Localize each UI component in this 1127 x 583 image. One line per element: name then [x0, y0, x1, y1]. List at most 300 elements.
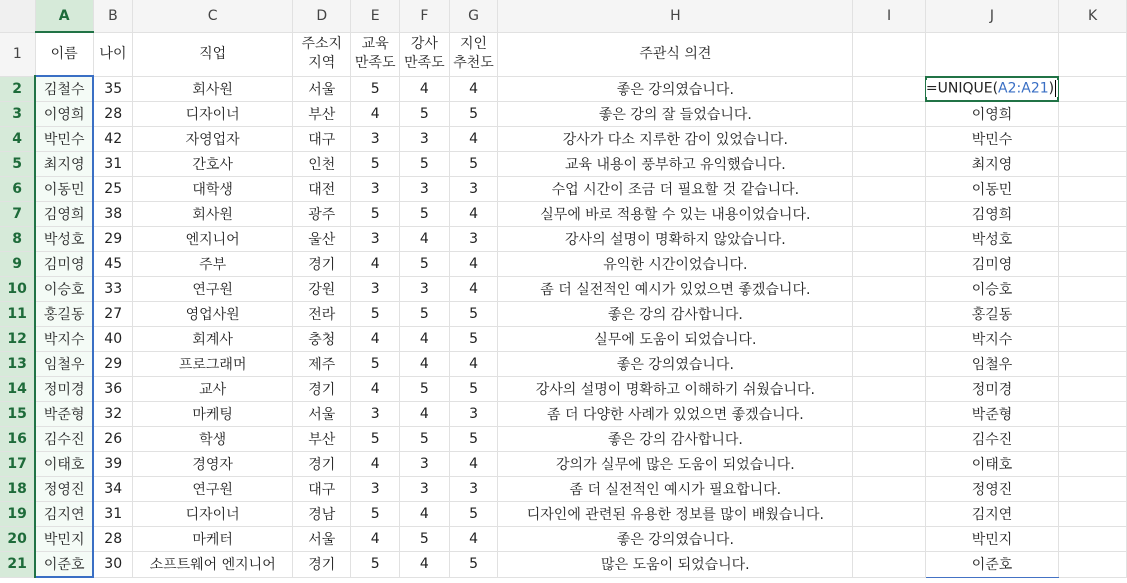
- cell-k[interactable]: [1059, 302, 1127, 327]
- cell-i[interactable]: [853, 452, 926, 477]
- header-instructor-cell-line2: 만족도: [404, 55, 445, 71]
- spill-result-cell[interactable]: 홍길동: [925, 302, 1058, 327]
- instructor-satisfaction-cell[interactable]: 3: [400, 277, 450, 302]
- table-row: [0, 327, 1127, 352]
- table-row: [0, 427, 1127, 452]
- cell-i[interactable]: [853, 177, 926, 202]
- table-row: [0, 402, 1127, 427]
- edu-satisfaction-cell[interactable]: 5: [351, 502, 400, 527]
- age-cell[interactable]: 38: [93, 202, 132, 227]
- name-cell[interactable]: 이준호: [35, 552, 93, 578]
- comment-cell[interactable]: 좀 더 실전적인 예시가 필요합니다.: [498, 477, 853, 502]
- cell-k[interactable]: [1059, 502, 1127, 527]
- cell-i[interactable]: [853, 252, 926, 277]
- comment-cell[interactable]: 좀 더 다양한 사례가 있었으면 좋겠습니다.: [498, 402, 853, 427]
- instructor-satisfaction-cell[interactable]: 4: [400, 402, 450, 427]
- comment-cell[interactable]: 좋은 강의였습니다.: [498, 76, 853, 102]
- comment-cell[interactable]: 교육 내용이 풍부하고 유익했습니다.: [498, 152, 853, 177]
- cell-i[interactable]: [853, 477, 926, 502]
- recommend-cell[interactable]: 4: [449, 277, 498, 302]
- column-header-row: [0, 0, 1127, 32]
- comment-cell[interactable]: 강사의 설명이 명확하고 이해하기 쉬웠습니다.: [498, 377, 853, 402]
- name-cell[interactable]: 이영희: [35, 102, 93, 127]
- formula-cell-j2[interactable]: [925, 76, 1058, 102]
- recommend-cell[interactable]: 4: [449, 352, 498, 377]
- job-cell[interactable]: 회계사: [133, 327, 293, 352]
- row-header[interactable]: 4: [0, 127, 35, 152]
- job-cell[interactable]: 대학생: [133, 177, 293, 202]
- region-cell[interactable]: 강원: [293, 277, 351, 302]
- formula-close-paren: ): [1048, 80, 1055, 97]
- header-edu-cell-line2: 만족도: [354, 55, 396, 71]
- age-cell[interactable]: 28: [93, 527, 132, 552]
- column-header-b[interactable]: B: [93, 0, 132, 32]
- name-cell[interactable]: 홍길동: [35, 302, 93, 327]
- cell-k[interactable]: [1059, 76, 1127, 102]
- age-cell[interactable]: 33: [93, 277, 132, 302]
- column-header-d[interactable]: D: [293, 0, 351, 32]
- recommend-cell[interactable]: 4: [449, 202, 498, 227]
- instructor-satisfaction-cell[interactable]: 5: [400, 102, 450, 127]
- table-row: [0, 202, 1127, 227]
- recommend-cell[interactable]: 5: [449, 377, 498, 402]
- cell-k[interactable]: [1059, 477, 1127, 502]
- spill-result-cell[interactable]: 정영진: [925, 477, 1058, 502]
- header-recommend-cell-line2: 추천도: [453, 55, 494, 71]
- recommend-cell[interactable]: 5: [449, 302, 498, 327]
- formula-function: =UNIQUE(: [925, 80, 999, 97]
- edu-satisfaction-cell[interactable]: 5: [351, 152, 400, 177]
- recommend-cell[interactable]: 5: [449, 427, 498, 452]
- formula-range-reference: A2:A21: [998, 80, 1049, 97]
- table-row: [0, 452, 1127, 477]
- age-cell[interactable]: 25: [93, 177, 132, 202]
- name-cell[interactable]: 박준형: [35, 402, 93, 427]
- name-cell[interactable]: 이태호: [35, 452, 93, 477]
- region-cell[interactable]: 충청: [293, 327, 351, 352]
- recommend-cell[interactable]: 5: [449, 502, 498, 527]
- cell-i[interactable]: [853, 377, 926, 402]
- edu-satisfaction-cell[interactable]: 5: [351, 202, 400, 227]
- table-row: [0, 76, 1127, 102]
- edu-satisfaction-cell[interactable]: 3: [351, 277, 400, 302]
- name-cell[interactable]: 김철수: [35, 76, 93, 102]
- cell-k[interactable]: [1059, 377, 1127, 402]
- header-edu-cell-line1: 교육: [361, 36, 389, 52]
- region-cell[interactable]: 대구: [293, 477, 351, 502]
- row-header[interactable]: 12: [0, 327, 35, 352]
- instructor-satisfaction-cell[interactable]: 5: [400, 252, 450, 277]
- job-cell[interactable]: 회사원: [133, 76, 293, 102]
- cell-k[interactable]: [1059, 177, 1127, 202]
- table-row: [0, 552, 1127, 578]
- cell-k[interactable]: [1059, 102, 1127, 127]
- recommend-cell[interactable]: 4: [449, 127, 498, 152]
- table-row: [0, 32, 1127, 76]
- cell-i1[interactable]: [853, 32, 926, 76]
- region-cell[interactable]: 경남: [293, 502, 351, 527]
- region-cell[interactable]: 경기: [293, 552, 351, 578]
- recommend-cell[interactable]: 3: [449, 227, 498, 252]
- instructor-satisfaction-cell[interactable]: 4: [400, 552, 450, 578]
- header-region-cell[interactable]: [293, 32, 351, 76]
- job-cell[interactable]: 마케터: [133, 527, 293, 552]
- column-header-k[interactable]: K: [1059, 0, 1127, 32]
- instructor-satisfaction-cell[interactable]: 5: [400, 377, 450, 402]
- recommend-cell[interactable]: 4: [449, 527, 498, 552]
- recommend-cell[interactable]: 4: [449, 76, 498, 102]
- recommend-cell[interactable]: 4: [449, 452, 498, 477]
- edu-satisfaction-cell[interactable]: 3: [351, 177, 400, 202]
- cell-k[interactable]: [1059, 327, 1127, 352]
- job-cell[interactable]: 간호사: [133, 152, 293, 177]
- instructor-satisfaction-cell[interactable]: 4: [400, 502, 450, 527]
- age-cell[interactable]: 29: [93, 352, 132, 377]
- cell-k[interactable]: [1059, 277, 1127, 302]
- spill-result-cell[interactable]: 김미영: [925, 252, 1058, 277]
- column-header-a[interactable]: A: [35, 0, 93, 32]
- age-cell[interactable]: 40: [93, 327, 132, 352]
- job-cell[interactable]: 엔지니어: [133, 227, 293, 252]
- instructor-satisfaction-cell[interactable]: 3: [400, 127, 450, 152]
- name-cell[interactable]: 박민수: [35, 127, 93, 152]
- cell-i[interactable]: [853, 527, 926, 552]
- column-header-i[interactable]: I: [853, 0, 926, 32]
- name-cell[interactable]: 박지수: [35, 327, 93, 352]
- comment-cell[interactable]: 좋은 강의 감사합니다.: [498, 302, 853, 327]
- spill-result-cell[interactable]: 임철우: [925, 352, 1058, 377]
- table-row: [0, 227, 1127, 252]
- header-job-cell-line1: 직업: [199, 45, 227, 62]
- comment-cell[interactable]: 좋은 강의였습니다.: [498, 352, 853, 377]
- cell-i[interactable]: [853, 302, 926, 327]
- comment-cell[interactable]: 많은 도움이 되었습니다.: [498, 552, 853, 578]
- cell-i[interactable]: [853, 352, 926, 377]
- edu-satisfaction-cell[interactable]: 5: [351, 302, 400, 327]
- age-cell[interactable]: 34: [93, 477, 132, 502]
- row-header[interactable]: 2: [0, 76, 35, 102]
- region-cell[interactable]: 제주: [293, 352, 351, 377]
- job-cell[interactable]: 디자이너: [133, 102, 293, 127]
- table-row: [0, 352, 1127, 377]
- header-instructor-cell[interactable]: [400, 32, 450, 76]
- age-cell[interactable]: 31: [93, 502, 132, 527]
- age-cell[interactable]: 35: [93, 76, 132, 102]
- comment-cell[interactable]: 강사가 다소 지루한 감이 있었습니다.: [498, 127, 853, 152]
- column-header-f[interactable]: F: [400, 0, 450, 32]
- edu-satisfaction-cell[interactable]: 4: [351, 327, 400, 352]
- spill-result-cell[interactable]: 박지수: [925, 327, 1058, 352]
- comment-cell[interactable]: 좋은 강의였습니다.: [498, 527, 853, 552]
- cell-i[interactable]: [853, 277, 926, 302]
- age-cell[interactable]: 32: [93, 402, 132, 427]
- instructor-satisfaction-cell[interactable]: 5: [400, 427, 450, 452]
- spill-result-cell[interactable]: 이영희: [925, 102, 1058, 127]
- job-cell[interactable]: 프로그래머: [133, 352, 293, 377]
- spill-result-cell[interactable]: 이준호: [925, 552, 1058, 578]
- job-cell[interactable]: 영업사원: [133, 302, 293, 327]
- region-cell[interactable]: 경기: [293, 377, 351, 402]
- recommend-cell[interactable]: 5: [449, 152, 498, 177]
- instructor-satisfaction-cell[interactable]: 3: [400, 177, 450, 202]
- edu-satisfaction-cell[interactable]: 3: [351, 402, 400, 427]
- age-cell[interactable]: 27: [93, 302, 132, 327]
- recommend-cell[interactable]: 5: [449, 552, 498, 578]
- name-cell[interactable]: 김지연: [35, 502, 93, 527]
- header-comment-cell[interactable]: [498, 32, 853, 76]
- column-header-g[interactable]: G: [449, 0, 498, 32]
- comment-cell[interactable]: 강의가 실무에 많은 도움이 되었습니다.: [498, 452, 853, 477]
- age-cell[interactable]: 26: [93, 427, 132, 452]
- recommend-cell[interactable]: 3: [449, 177, 498, 202]
- instructor-satisfaction-cell[interactable]: 4: [400, 352, 450, 377]
- comment-cell[interactable]: 실무에 도움이 되었습니다.: [498, 327, 853, 352]
- spill-result-cell[interactable]: 김지연: [925, 502, 1058, 527]
- row-header[interactable]: 6: [0, 177, 35, 202]
- job-cell[interactable]: 경영자: [133, 452, 293, 477]
- header-recommend-cell[interactable]: [449, 32, 498, 76]
- row-header[interactable]: 7: [0, 202, 35, 227]
- cell-i[interactable]: [853, 227, 926, 252]
- cell-k[interactable]: [1059, 252, 1127, 277]
- comment-cell[interactable]: 강사의 설명이 명확하지 않았습니다.: [498, 227, 853, 252]
- region-cell[interactable]: 서울: [293, 527, 351, 552]
- job-cell[interactable]: 학생: [133, 427, 293, 452]
- job-cell[interactable]: 연구원: [133, 477, 293, 502]
- comment-cell[interactable]: 좋은 강의 감사합니다.: [498, 427, 853, 452]
- name-cell[interactable]: 최지영: [35, 152, 93, 177]
- spill-result-cell[interactable]: 이동민: [925, 177, 1058, 202]
- edu-satisfaction-cell[interactable]: 5: [351, 427, 400, 452]
- edu-satisfaction-cell[interactable]: 3: [351, 127, 400, 152]
- age-cell[interactable]: 30: [93, 552, 132, 578]
- comment-cell[interactable]: 유익한 시간이었습니다.: [498, 252, 853, 277]
- row-header[interactable]: 19: [0, 502, 35, 527]
- cell-k[interactable]: [1059, 227, 1127, 252]
- cell-i[interactable]: [853, 502, 926, 527]
- region-cell[interactable]: 부산: [293, 427, 351, 452]
- column-header-e[interactable]: E: [351, 0, 400, 32]
- cell-k[interactable]: [1059, 352, 1127, 377]
- spill-result-cell[interactable]: 박민수: [925, 127, 1058, 152]
- header-edu-cell[interactable]: [351, 32, 400, 76]
- cell-i[interactable]: [853, 552, 926, 578]
- spill-result-cell[interactable]: 박민지: [925, 527, 1058, 552]
- region-cell[interactable]: 대전: [293, 177, 351, 202]
- row-header[interactable]: 21: [0, 552, 35, 578]
- age-cell[interactable]: 42: [93, 127, 132, 152]
- header-comment-cell-line1: 주관식 의견: [639, 45, 712, 62]
- region-cell[interactable]: 대구: [293, 127, 351, 152]
- row-header[interactable]: 11: [0, 302, 35, 327]
- edu-satisfaction-cell[interactable]: 4: [351, 452, 400, 477]
- region-cell[interactable]: 서울: [293, 76, 351, 102]
- cell-j1[interactable]: [925, 32, 1058, 76]
- recommend-cell[interactable]: 3: [449, 477, 498, 502]
- instructor-satisfaction-cell[interactable]: 5: [400, 202, 450, 227]
- spill-result-cell[interactable]: 정미경: [925, 377, 1058, 402]
- header-region-cell-line1: 주소지: [301, 36, 343, 52]
- spill-result-cell[interactable]: 박성호: [925, 227, 1058, 252]
- spill-result-cell[interactable]: 김수진: [925, 427, 1058, 452]
- cell-k[interactable]: [1059, 152, 1127, 177]
- table-row: [0, 302, 1127, 327]
- header-age-cell[interactable]: [93, 32, 132, 76]
- table-row: [0, 377, 1127, 402]
- spill-result-cell[interactable]: 박준형: [925, 402, 1058, 427]
- cell-k[interactable]: [1059, 202, 1127, 227]
- cell-k[interactable]: [1059, 452, 1127, 477]
- region-cell[interactable]: 광주: [293, 202, 351, 227]
- name-cell[interactable]: 정영진: [35, 477, 93, 502]
- region-cell[interactable]: 전라: [293, 302, 351, 327]
- age-cell[interactable]: 45: [93, 252, 132, 277]
- table-row: [0, 152, 1127, 177]
- job-cell[interactable]: 소프트웨어 엔지니어: [133, 552, 293, 578]
- row-header[interactable]: 8: [0, 227, 35, 252]
- instructor-satisfaction-cell[interactable]: 4: [400, 76, 450, 102]
- cell-k[interactable]: [1059, 552, 1127, 578]
- edu-satisfaction-cell[interactable]: 4: [351, 252, 400, 277]
- age-cell[interactable]: 36: [93, 377, 132, 402]
- spill-result-cell[interactable]: 이태호: [925, 452, 1058, 477]
- job-cell[interactable]: 연구원: [133, 277, 293, 302]
- table-row: [0, 177, 1127, 202]
- job-cell[interactable]: 회사원: [133, 202, 293, 227]
- row-header[interactable]: 16: [0, 427, 35, 452]
- instructor-satisfaction-cell[interactable]: 3: [400, 477, 450, 502]
- name-cell[interactable]: 이동민: [35, 177, 93, 202]
- text-caret: [1055, 80, 1056, 97]
- comment-cell[interactable]: 실무에 바로 적용할 수 있는 내용이었습니다.: [498, 202, 853, 227]
- job-cell[interactable]: 교사: [133, 377, 293, 402]
- header-recommend-cell-line1: 지인: [460, 36, 488, 52]
- age-cell[interactable]: 29: [93, 227, 132, 252]
- recommend-cell[interactable]: 5: [449, 327, 498, 352]
- edu-satisfaction-cell[interactable]: 5: [351, 76, 400, 102]
- comment-cell[interactable]: 좀 더 실전적인 예시가 있었으면 좋겠습니다.: [498, 277, 853, 302]
- cell-i[interactable]: [853, 102, 926, 127]
- edu-satisfaction-cell[interactable]: 5: [351, 352, 400, 377]
- job-cell[interactable]: 디자이너: [133, 502, 293, 527]
- cell-i[interactable]: [853, 327, 926, 352]
- edu-satisfaction-cell[interactable]: 3: [351, 227, 400, 252]
- table-row: [0, 277, 1127, 302]
- cell-i[interactable]: [853, 152, 926, 177]
- row-header[interactable]: 18: [0, 477, 35, 502]
- edu-satisfaction-cell[interactable]: 5: [351, 552, 400, 578]
- job-cell[interactable]: 자영업자: [133, 127, 293, 152]
- table-row: [0, 252, 1127, 277]
- cell-i[interactable]: [853, 76, 926, 102]
- name-cell[interactable]: 박성호: [35, 227, 93, 252]
- recommend-cell[interactable]: 3: [449, 402, 498, 427]
- row-header[interactable]: 17: [0, 452, 35, 477]
- row-header[interactable]: 14: [0, 377, 35, 402]
- column-header-c[interactable]: C: [133, 0, 293, 32]
- instructor-satisfaction-cell[interactable]: 5: [400, 152, 450, 177]
- region-cell[interactable]: 서울: [293, 402, 351, 427]
- age-cell[interactable]: 39: [93, 452, 132, 477]
- row-header[interactable]: 9: [0, 252, 35, 277]
- header-region-cell-line2: 지역: [308, 55, 336, 71]
- region-cell[interactable]: 부산: [293, 102, 351, 127]
- table-row: [0, 477, 1127, 502]
- spill-result-cell[interactable]: 이승호: [925, 277, 1058, 302]
- row-header[interactable]: 10: [0, 277, 35, 302]
- row-header[interactable]: 13: [0, 352, 35, 377]
- instructor-satisfaction-cell[interactable]: 5: [400, 302, 450, 327]
- name-cell[interactable]: 김영희: [35, 202, 93, 227]
- table-row: [0, 502, 1127, 527]
- row-header[interactable]: 15: [0, 402, 35, 427]
- region-cell[interactable]: 울산: [293, 227, 351, 252]
- recommend-cell[interactable]: 5: [449, 102, 498, 127]
- cell-k[interactable]: [1059, 527, 1127, 552]
- cell-k[interactable]: [1059, 402, 1127, 427]
- instructor-satisfaction-cell[interactable]: 5: [400, 527, 450, 552]
- edu-satisfaction-cell[interactable]: 4: [351, 527, 400, 552]
- header-job-cell[interactable]: [133, 32, 293, 76]
- region-cell[interactable]: 경기: [293, 252, 351, 277]
- instructor-satisfaction-cell[interactable]: 4: [400, 327, 450, 352]
- cell-i[interactable]: [853, 427, 926, 452]
- cell-i[interactable]: [853, 402, 926, 427]
- row-header[interactable]: 3: [0, 102, 35, 127]
- age-cell[interactable]: 28: [93, 102, 132, 127]
- header-name-cell-line1: 이름: [50, 45, 78, 62]
- table-row: [0, 127, 1127, 152]
- name-cell[interactable]: 임철우: [35, 352, 93, 377]
- column-header-h[interactable]: H: [498, 0, 853, 32]
- cell-k[interactable]: [1059, 127, 1127, 152]
- job-cell[interactable]: 주부: [133, 252, 293, 277]
- cell-k[interactable]: [1059, 427, 1127, 452]
- spill-result-cell[interactable]: 최지영: [925, 152, 1058, 177]
- comment-cell[interactable]: 수업 시간이 조금 더 필요할 것 같습니다.: [498, 177, 853, 202]
- cell-i[interactable]: [853, 202, 926, 227]
- edu-satisfaction-cell[interactable]: 4: [351, 377, 400, 402]
- column-header-j[interactable]: J: [925, 0, 1058, 32]
- name-cell[interactable]: 박민지: [35, 527, 93, 552]
- name-cell[interactable]: 정미경: [35, 377, 93, 402]
- region-cell[interactable]: 경기: [293, 452, 351, 477]
- name-cell[interactable]: 이승호: [35, 277, 93, 302]
- edu-satisfaction-cell[interactable]: 3: [351, 477, 400, 502]
- edu-satisfaction-cell[interactable]: 4: [351, 102, 400, 127]
- select-all-corner[interactable]: [0, 0, 35, 32]
- table-row: [0, 527, 1127, 552]
- recommend-cell[interactable]: 4: [449, 252, 498, 277]
- name-cell[interactable]: 김수진: [35, 427, 93, 452]
- row-header[interactable]: 5: [0, 152, 35, 177]
- comment-cell[interactable]: 좋은 강의 잘 들었습니다.: [498, 102, 853, 127]
- age-cell[interactable]: 31: [93, 152, 132, 177]
- instructor-satisfaction-cell[interactable]: 3: [400, 452, 450, 477]
- header-name-cell[interactable]: [35, 32, 93, 76]
- comment-cell[interactable]: 디자인에 관련된 유용한 정보를 많이 배웠습니다.: [498, 502, 853, 527]
- cell-i[interactable]: [853, 127, 926, 152]
- spill-result-cell[interactable]: 김영희: [925, 202, 1058, 227]
- instructor-satisfaction-cell[interactable]: 4: [400, 227, 450, 252]
- region-cell[interactable]: 인천: [293, 152, 351, 177]
- cell-k1[interactable]: [1059, 32, 1127, 76]
- name-cell[interactable]: 김미영: [35, 252, 93, 277]
- row-header[interactable]: 20: [0, 527, 35, 552]
- header-age-cell-line1: 나이: [99, 45, 127, 62]
- job-cell[interactable]: 마케팅: [133, 402, 293, 427]
- row-header[interactable]: 1: [0, 32, 35, 76]
